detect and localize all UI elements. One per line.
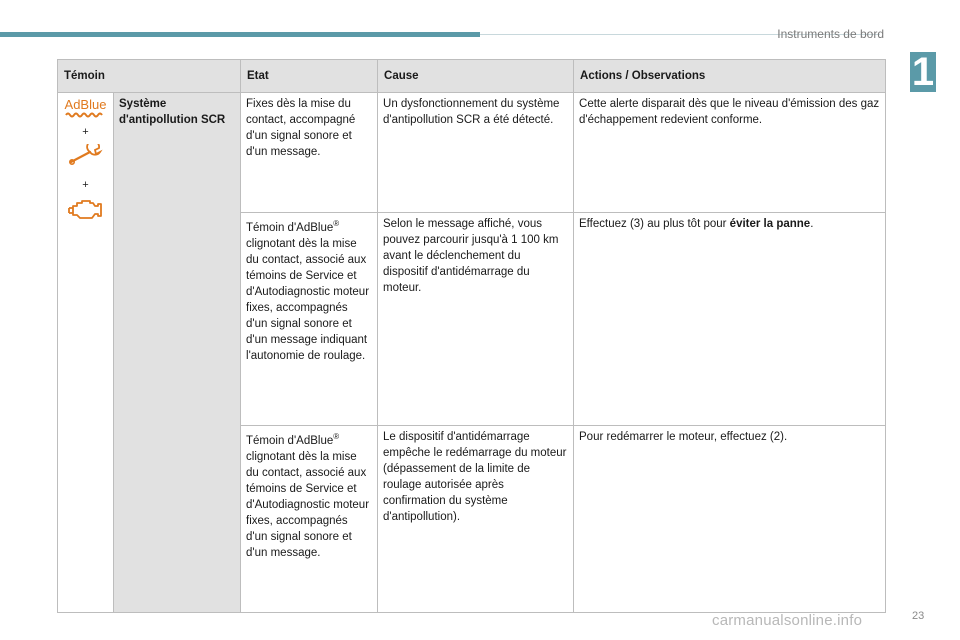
plus-sign: + (82, 179, 89, 191)
state-text-prefix: Témoin d'AdBlue (246, 221, 334, 234)
watermark: carmanualsonline.info (712, 612, 863, 629)
chapter-title: Instruments de bord (777, 27, 884, 41)
warning-lights-table (57, 59, 886, 613)
adblue-icon-label: AdBlue (64, 97, 107, 112)
action-cell (574, 213, 886, 426)
plus-sign: + (82, 126, 89, 138)
action-text-bold: éviter la panne (729, 218, 811, 230)
state-text-rest: clignotant dès la mise du contact, associé aux témoins de Service et d'Autodiagnostic moteur fixes, accompagnés d'un signal sonore et d'un message indiquant l'autonomie de roulage. (246, 237, 370, 362)
column-header-actions: Actions / Observations (574, 60, 886, 93)
action-text-suffix: . (810, 218, 814, 230)
system-label-text: Système d'antipollution SCR (119, 98, 226, 126)
engine-icon (68, 197, 104, 223)
state-cell (241, 213, 378, 426)
wrench-icon (68, 144, 104, 166)
column-header-cause: Cause (378, 60, 574, 93)
header-accent-bar (0, 32, 480, 37)
chapter-number-tab (910, 52, 936, 92)
chapter-number: 1 (911, 50, 935, 94)
registered-mark: ® (333, 432, 340, 441)
state-text-rest: clignotant dès la mise du contact, associé aux témoins de Service et d'Autodiagnostic moteur fixes, accompagnés d'un signal sonore et d'un message. (246, 450, 370, 559)
registered-mark: ® (333, 219, 340, 228)
system-label (114, 93, 241, 613)
column-header-temoin: Témoin (58, 60, 241, 93)
adblue-icon (65, 97, 107, 118)
adblue-wave-icon (65, 112, 105, 118)
cause-cell: Selon le message affiché, vous pouvez parcourir jusqu'à 1 100 km avant le déclenchement du dispositif d'antidémarrage du moteur. (378, 213, 574, 426)
table-row (58, 93, 886, 213)
action-text-prefix: Effectuez (3) au plus tôt pour (579, 218, 730, 230)
temoin-icons-cell (58, 93, 114, 613)
table-header-row (58, 60, 886, 93)
cause-cell: Le dispositif d'antidémarrage empêche le redémarrage du moteur (dépassement de la limite de roulage autorisée après confirmation du système d'antipollution). (378, 426, 574, 613)
state-cell: Fixes dès la mise du contact, accompagné d'un signal sonore et d'un message. (241, 93, 378, 213)
page-number: 23 (912, 610, 925, 622)
cause-cell: Un dysfonctionnement du système d'antipollution SCR a été détecté. (378, 93, 574, 213)
state-text-prefix: Témoin d'AdBlue (246, 434, 334, 447)
action-cell: Cette alerte disparait dès que le niveau d'émission des gaz d'échappement redevient conforme. (574, 93, 886, 213)
state-cell (241, 426, 378, 613)
column-header-etat: Etat (241, 60, 378, 93)
action-cell: Pour redémarrer le moteur, effectuez (2). (574, 426, 886, 613)
